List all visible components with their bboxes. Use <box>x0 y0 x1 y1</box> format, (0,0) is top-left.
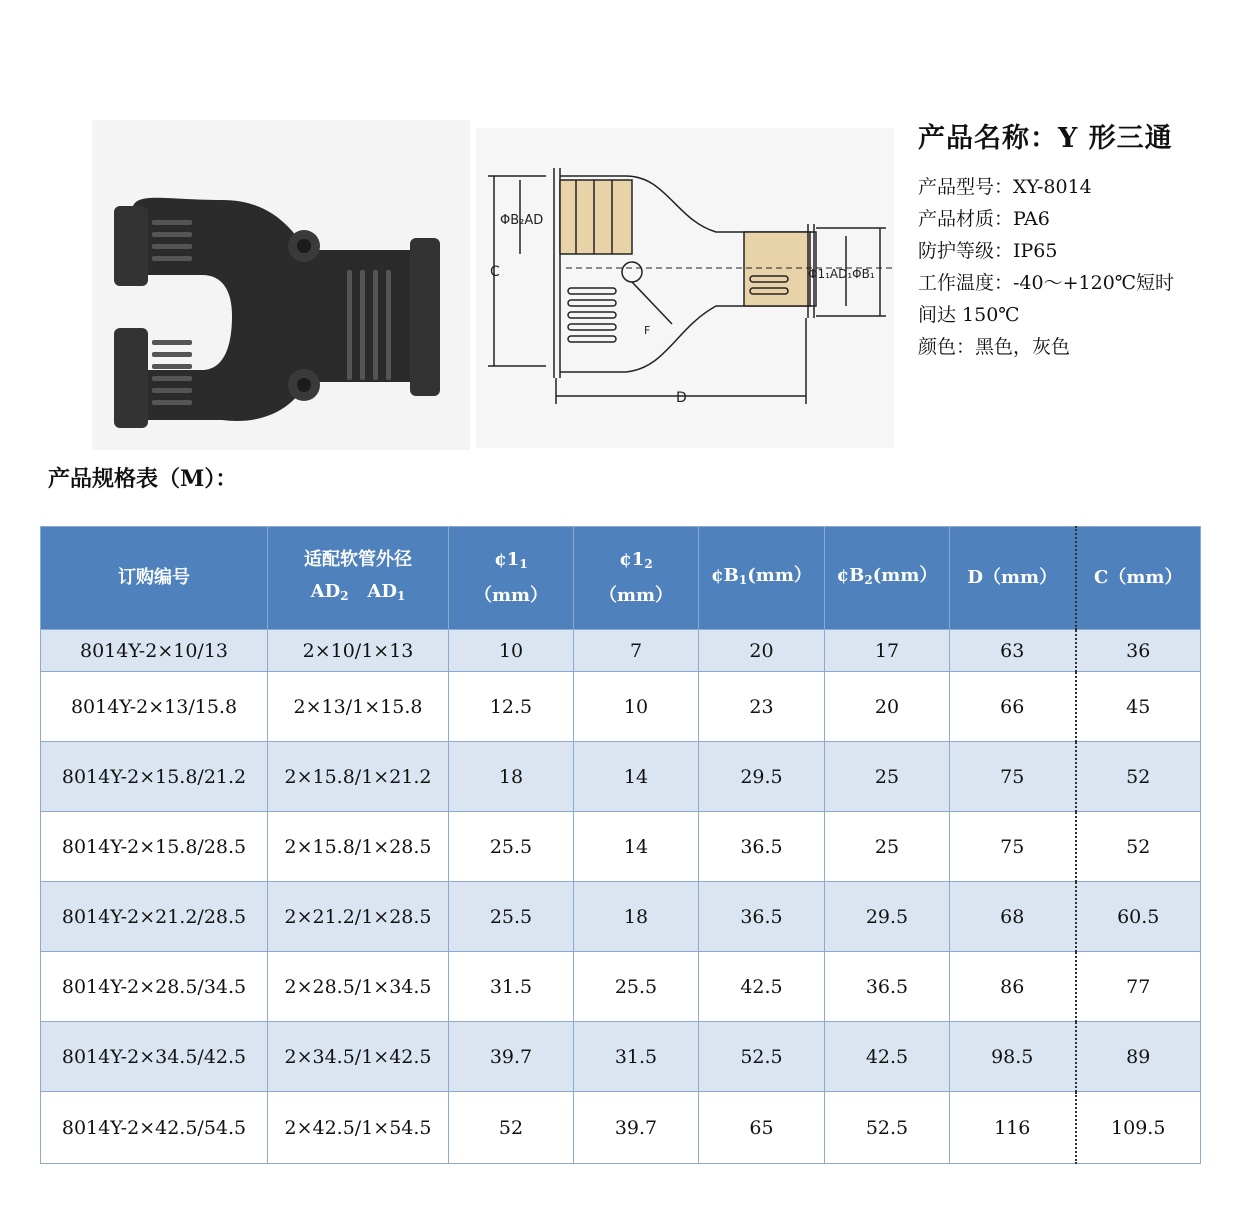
table-row <box>41 1022 1201 1092</box>
table-row <box>41 1092 1201 1164</box>
spec-table <box>40 526 1201 1164</box>
cell-b2: 52.5 <box>825 1092 950 1164</box>
label-right: Φ1₁AD₁ΦB₁ <box>808 267 875 281</box>
cell-hose: 2×28.5/1×34.5 <box>268 952 449 1022</box>
header-b2: $¢B_2(mm)$ <box>825 527 950 630</box>
cell-order-no: 8014Y-2×21.2/28.5 <box>41 882 268 952</box>
cell-b2: 20 <box>825 672 950 742</box>
cell-b2: 17 <box>825 630 950 672</box>
cell-order-no: 8014Y-2×15.8/21.2 <box>41 742 268 812</box>
cell-b1: 36.5 <box>699 882 825 952</box>
header-hose: 适配软管外径 $AD_2$ $AD_1$ <box>268 527 449 630</box>
cell-order-no: 8014Y-2×13/15.8 <box>41 672 268 742</box>
cell-order-no: 8014Y-2×42.5/54.5 <box>41 1092 268 1164</box>
cell-b2: 25 <box>825 812 950 882</box>
cell-c: 60.5 <box>1076 882 1201 952</box>
cell-d11: 52 <box>449 1092 574 1164</box>
cell-b2: 29.5 <box>825 882 950 952</box>
cell-d: 75 <box>950 742 1076 812</box>
header-b1: $¢B_1(mm)$ <box>699 527 825 630</box>
cell-d: 86 <box>950 952 1076 1022</box>
spec-heading: 产品规格表（M）： <box>48 466 238 492</box>
cell-b1: 52.5 <box>699 1022 825 1092</box>
cell-c: 45 <box>1076 672 1201 742</box>
cell-d11: 31.5 <box>449 952 574 1022</box>
product-title: 产品名称：Y 形三通 <box>918 123 1173 154</box>
cell-hose: 2×13/1×15.8 <box>268 672 449 742</box>
cell-hose: 2×42.5/1×54.5 <box>268 1092 449 1164</box>
header-d: D（mm） <box>950 527 1076 630</box>
cell-b2: 25 <box>825 742 950 812</box>
cell-d: 66 <box>950 672 1076 742</box>
cell-order-no: 8014Y-2×28.5/34.5 <box>41 952 268 1022</box>
cell-b2: 42.5 <box>825 1022 950 1092</box>
cell-d: 98.5 <box>950 1022 1076 1092</box>
cell-order-no: 8014Y-2×34.5/42.5 <box>41 1022 268 1092</box>
cell-d: 68 <box>950 882 1076 952</box>
cell-b1: 36.5 <box>699 812 825 882</box>
table-row <box>41 882 1201 952</box>
cell-c: 52 <box>1076 742 1201 812</box>
cell-d: 116 <box>950 1092 1076 1164</box>
table-row <box>41 672 1201 742</box>
cell-hose: 2×15.8/1×21.2 <box>268 742 449 812</box>
table-row <box>41 742 1201 812</box>
cell-d: 63 <box>950 630 1076 672</box>
table-row <box>41 630 1201 672</box>
product-material: 产品材质：PA6 <box>918 208 1050 230</box>
header-d12: $¢1_2$ （mm） <box>574 527 699 630</box>
cell-d12: 14 <box>574 742 699 812</box>
product-photo <box>92 120 470 450</box>
cell-d11: 25.5 <box>449 812 574 882</box>
cell-d11: 39.7 <box>449 1022 574 1092</box>
cell-hose: 2×21.2/1×28.5 <box>268 882 449 952</box>
cell-d12: 7 <box>574 630 699 672</box>
cell-d11: 25.5 <box>449 882 574 952</box>
cell-c: 77 <box>1076 952 1201 1022</box>
cell-c: 89 <box>1076 1022 1201 1092</box>
label-f: F <box>644 324 651 337</box>
cell-order-no: 8014Y-2×15.8/28.5 <box>41 812 268 882</box>
cell-c: 36 <box>1076 630 1201 672</box>
table-row <box>41 952 1201 1022</box>
cell-d12: 39.7 <box>574 1092 699 1164</box>
technical-drawing <box>476 128 894 448</box>
table-row <box>41 812 1201 882</box>
cell-d12: 10 <box>574 672 699 742</box>
cell-c: 109.5 <box>1076 1092 1201 1164</box>
product-temp-line2: 间达 150℃ <box>918 304 1020 326</box>
header-c: C（mm） <box>1076 527 1201 630</box>
cell-order-no: 8014Y-2×10/13 <box>41 630 268 672</box>
cell-d11: 12.5 <box>449 672 574 742</box>
cell-b2: 36.5 <box>825 952 950 1022</box>
label-c: C <box>490 264 500 280</box>
cell-d12: 31.5 <box>574 1022 699 1092</box>
cell-b1: 65 <box>699 1092 825 1164</box>
cell-d11: 10 <box>449 630 574 672</box>
label-d: D <box>676 390 687 406</box>
cell-hose: 2×15.8/1×28.5 <box>268 812 449 882</box>
cell-d: 75 <box>950 812 1076 882</box>
product-color: 颜色：黑色，灰色 <box>918 336 1071 358</box>
cell-b1: 42.5 <box>699 952 825 1022</box>
cell-b1: 29.5 <box>699 742 825 812</box>
cell-c: 52 <box>1076 812 1201 882</box>
product-model: 产品型号：XY-8014 <box>918 176 1092 198</box>
header-d11: $¢1_1$ （mm） <box>449 527 574 630</box>
cell-b1: 20 <box>699 630 825 672</box>
cell-d11: 18 <box>449 742 574 812</box>
product-info <box>918 116 1218 363</box>
cell-hose: 2×10/1×13 <box>268 630 449 672</box>
cell-b1: 23 <box>699 672 825 742</box>
product-protection: 防护等级：IP65 <box>918 240 1058 262</box>
cell-d12: 14 <box>574 812 699 882</box>
table-header-row <box>41 527 1201 630</box>
label-b2ad: ΦB₂AD <box>500 213 544 228</box>
product-temp-line1: 工作温度：-40～+120℃短时 <box>918 272 1175 294</box>
cell-d12: 25.5 <box>574 952 699 1022</box>
cell-hose: 2×34.5/1×42.5 <box>268 1022 449 1092</box>
cell-d12: 18 <box>574 882 699 952</box>
header-order-no: 订购编号 <box>41 527 268 630</box>
